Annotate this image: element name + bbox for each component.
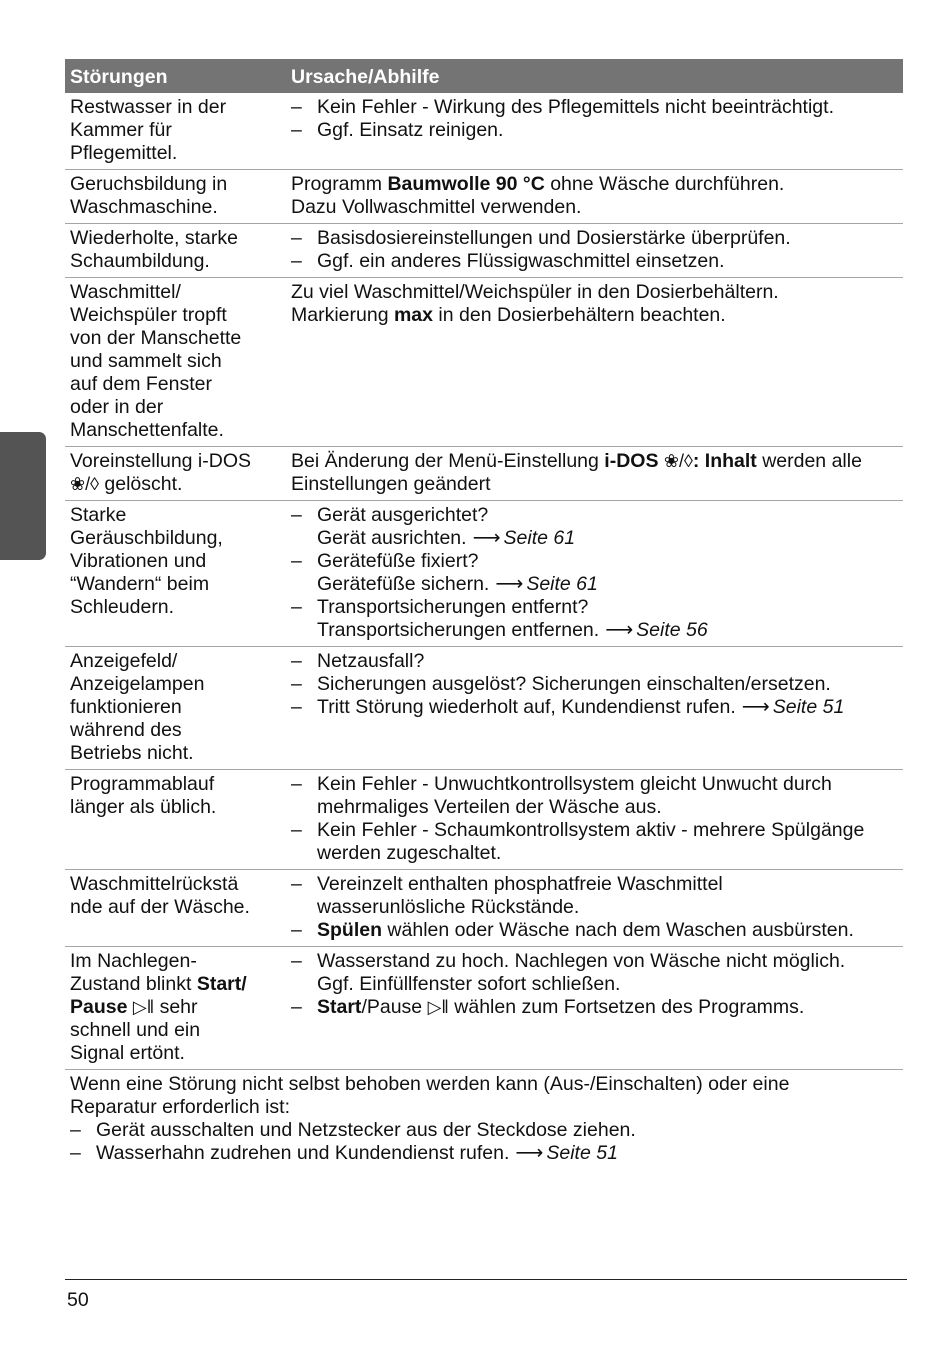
issue-text: Waschmittelrückstä [70, 873, 239, 895]
remedy-cell [286, 947, 903, 1070]
issue-cell [65, 770, 286, 870]
footer-divider [65, 1279, 907, 1280]
issue-cell [65, 278, 286, 447]
issue-text: Weichspüler tropft [70, 304, 227, 326]
program-name: Baumwolle 90 °C [387, 173, 545, 195]
remedy-text: Zu viel Waschmittel/Weichspüler in den Dosierbehältern. [291, 281, 779, 303]
issue-text: Anzeigefeld/ [70, 650, 178, 672]
remedy-cell [286, 224, 903, 278]
issue-text-part: Zustand blinkt [70, 973, 197, 995]
issue-text: oder in der [70, 396, 164, 418]
program-name: Spülen [317, 919, 383, 941]
remedy-text [291, 304, 898, 327]
table-row [65, 870, 903, 947]
remedy-item: – Sicherungen ausgelöst? Sicherungen einschalten/ersetzen. [291, 673, 898, 696]
issue-text: von der Manschette [70, 327, 242, 349]
issue-text [70, 996, 281, 1019]
issue-text: Voreinstellung i-DOS [70, 450, 252, 472]
issue-text: Schaumbildung. [70, 250, 210, 272]
page-reference: Seite 56 [636, 619, 708, 641]
table-row [65, 224, 903, 278]
issue-text: funktionieren [70, 696, 182, 718]
long-right-arrow-icon: ⟶ [741, 696, 770, 718]
issue-text: Im Nachlegen- [70, 950, 197, 972]
remedy-list [291, 950, 898, 1019]
issue-text: Programmablauf [70, 773, 215, 795]
remedy-question: – Transportsicherungen entfernt? [317, 596, 589, 618]
note-text: Wenn eine Störung nicht selbst behoben werden kann (Aus-/Einschalten) oder eine [70, 1073, 790, 1095]
remedy-text-part: Markierung [291, 304, 394, 326]
remedy-item: – Kein Fehler - Wirkung des Pflegemittels nicht beeinträchtigt. [291, 96, 898, 119]
issue-text: und sammelt sich [70, 350, 222, 372]
remedy-item: – Ggf. Einsatz reinigen. [291, 119, 898, 142]
table-row [65, 501, 903, 647]
remedy-list [291, 773, 898, 865]
issue-text: Restwasser in der [70, 96, 227, 118]
remedy-list [291, 650, 898, 719]
table-row [65, 278, 903, 447]
issue-text: Waschmaschine. [70, 196, 218, 218]
remedy-cell [286, 501, 903, 647]
remedy-text-part: Gerätefüße sichern. [317, 573, 490, 595]
remedy-action [317, 527, 898, 550]
issue-text-part: gelöscht. [98, 473, 183, 495]
issue-text: “Wandern“ beim [70, 573, 210, 595]
remedy-item [291, 996, 898, 1019]
issue-text [70, 973, 281, 996]
remedy-cell [286, 93, 903, 170]
issue-text: Geruchsbildung in [70, 173, 228, 195]
remedy-item [291, 596, 898, 642]
troubleshooting-table [65, 59, 903, 1169]
remedy-item [291, 550, 898, 596]
remedy-item [291, 504, 898, 550]
long-right-arrow-icon: ⟶ [515, 1142, 544, 1164]
remedy-text-part: wählen zum Fortsetzen des Programms. [448, 996, 805, 1018]
button-name: Start [196, 973, 242, 995]
remedy-text-part: in den Dosierbehältern beachten. [433, 304, 726, 326]
issue-cell [65, 501, 286, 647]
issue-text [70, 473, 281, 496]
issue-cell [65, 447, 286, 501]
issue-text: auf dem Fenster [70, 373, 212, 395]
long-right-arrow-icon: ⟶ [605, 619, 634, 641]
remedy-action [317, 619, 898, 642]
issue-cell [65, 870, 286, 947]
remedy-item [291, 773, 898, 819]
remedy-text: mehrmaliges Verteilen der Wäsche aus. [317, 796, 662, 818]
remedy-text: – Vereinzelt enthalten phosphatfreie Waschmittel [317, 873, 723, 895]
remedy-text-part: Bei Änderung der Menü-Einstellung [291, 450, 605, 472]
remedy-item [291, 950, 898, 996]
issue-cell [65, 224, 286, 278]
remedy-text: Dazu Vollwaschmittel verwenden. [291, 196, 582, 218]
page-reference: Seite 61 [503, 527, 576, 549]
long-right-arrow-icon: ⟶ [495, 573, 524, 595]
remedy-list [291, 96, 898, 142]
button-name: Start [317, 996, 362, 1018]
remedy-question: – Gerätefüße fixiert? [317, 550, 479, 572]
issue-text: Kammer für [70, 119, 172, 141]
issue-text: Waschmittel/ [70, 281, 181, 303]
remedy-cell [286, 647, 903, 770]
remedy-text: Ggf. Einfüllfenster sofort schließen. [317, 973, 621, 995]
table-row [65, 93, 903, 170]
issue-cell [65, 647, 286, 770]
issue-text: länger als üblich. [70, 796, 217, 818]
note-text-part: Wasserhahn zudrehen und Kundendienst rufen. [96, 1142, 510, 1164]
issue-text-part: / [241, 973, 247, 995]
issue-text: Pflegemittel. [70, 142, 178, 164]
remedy-text: Einstellungen geändert [291, 473, 491, 495]
remedy-text: – Wasserstand zu hoch. Nachlegen von Wäsche nicht möglich. [317, 950, 846, 972]
remedy-item [291, 696, 898, 719]
column-header-cause-remedy: Ursache/Abhilfe [286, 59, 903, 93]
issue-text: Signal ertönt. [70, 1042, 185, 1064]
play-pause-icon: ▷‖ [132, 997, 155, 1017]
issue-text: Vibrationen und [70, 550, 207, 572]
issue-text: schnell und ein [70, 1019, 201, 1041]
remedy-cell [286, 170, 903, 224]
remedy-cell [286, 278, 903, 447]
issue-cell [65, 93, 286, 170]
button-name: Pause [70, 996, 128, 1018]
issue-text: Geräuschbildung, [70, 527, 223, 549]
remedy-text [291, 173, 898, 196]
remedy-item: – Netzausfall? [291, 650, 898, 673]
table-row [65, 447, 903, 501]
table-row [65, 647, 903, 770]
remedy-text-part: /Pause [361, 996, 428, 1018]
remedy-item: – Basisdosiereinstellungen und Dosierstärke überprüfen. [291, 227, 898, 250]
remedy-text [291, 450, 898, 473]
remedy-text-part: ohne Wäsche durchführen. [544, 173, 785, 195]
issue-cell [65, 170, 286, 224]
flower-drop-icon: ❀/◊ [663, 451, 693, 471]
issue-text: Manschettenfalte. [70, 419, 224, 441]
issue-text-part: sehr [154, 996, 198, 1018]
remedy-item [291, 873, 898, 919]
remedy-item [291, 819, 898, 865]
chapter-tab-marker [0, 432, 46, 560]
page-reference: Seite 61 [526, 573, 598, 595]
remedy-text-part: wählen oder Wäsche nach dem Waschen ausbürsten. [382, 919, 854, 941]
setting-value: : Inhalt [692, 450, 757, 472]
page-reference: Seite 51 [772, 696, 845, 718]
issue-text: während des [70, 719, 182, 741]
issue-text: Schleudern. [70, 596, 175, 618]
remedy-list [291, 873, 898, 942]
remedy-text-part: Transportsicherungen entfernen. [317, 619, 600, 641]
general-note [65, 1070, 903, 1170]
play-pause-icon: ▷‖ [427, 997, 449, 1017]
issue-text: Wiederholte, starke [70, 227, 238, 249]
remedy-cell [286, 770, 903, 870]
marking-label: max [393, 304, 433, 326]
table-row [65, 947, 903, 1070]
long-right-arrow-icon: ⟶ [472, 527, 501, 549]
remedy-cell [286, 447, 903, 501]
note-item [70, 1142, 898, 1165]
flower-drop-icon: ❀/◊ [70, 474, 99, 494]
note-item: – Gerät ausschalten und Netzstecker aus der Steckdose ziehen. [70, 1119, 898, 1142]
remedy-action [317, 573, 898, 596]
general-note-row [65, 1070, 903, 1170]
table-row [65, 170, 903, 224]
page-number: 50 [67, 1289, 89, 1311]
remedy-text: – Kein Fehler - Unwuchtkontrollsystem gleicht Unwucht durch [317, 773, 832, 795]
table-header-row [65, 59, 903, 93]
remedy-text: wasserunlösliche Rückstände. [317, 896, 580, 918]
issue-text: Betriebs nicht. [70, 742, 194, 764]
remedy-list [291, 227, 898, 273]
remedy-text-part: Tritt Störung wiederholt auf, Kundendienst rufen. [317, 696, 736, 718]
remedy-item [291, 919, 898, 942]
issue-text: Starke [70, 504, 127, 526]
page-reference: Seite 51 [546, 1142, 618, 1164]
remedy-text-part: Gerät ausrichten. [317, 527, 467, 549]
note-list [70, 1119, 898, 1165]
column-header-issues: Störungen [65, 59, 286, 93]
remedy-question: – Gerät ausgerichtet? [317, 504, 489, 526]
setting-name: i-DOS [604, 450, 659, 472]
note-text: Reparatur erforderlich ist: [70, 1096, 291, 1118]
remedy-text: – Kein Fehler - Schaumkontrollsystem aktiv - mehrere Spülgänge [317, 819, 865, 841]
remedy-item: – Ggf. ein anderes Flüssigwaschmittel einsetzen. [291, 250, 898, 273]
remedy-cell [286, 870, 903, 947]
issue-text: nde auf der Wäsche. [70, 896, 250, 918]
remedy-text: werden zugeschaltet. [317, 842, 502, 864]
table-row [65, 770, 903, 870]
issue-text: Anzeigelampen [70, 673, 205, 695]
remedy-text-part: Programm [291, 173, 388, 195]
remedy-text-part: werden alle [756, 450, 862, 472]
issue-cell [65, 947, 286, 1070]
remedy-list [291, 504, 898, 642]
